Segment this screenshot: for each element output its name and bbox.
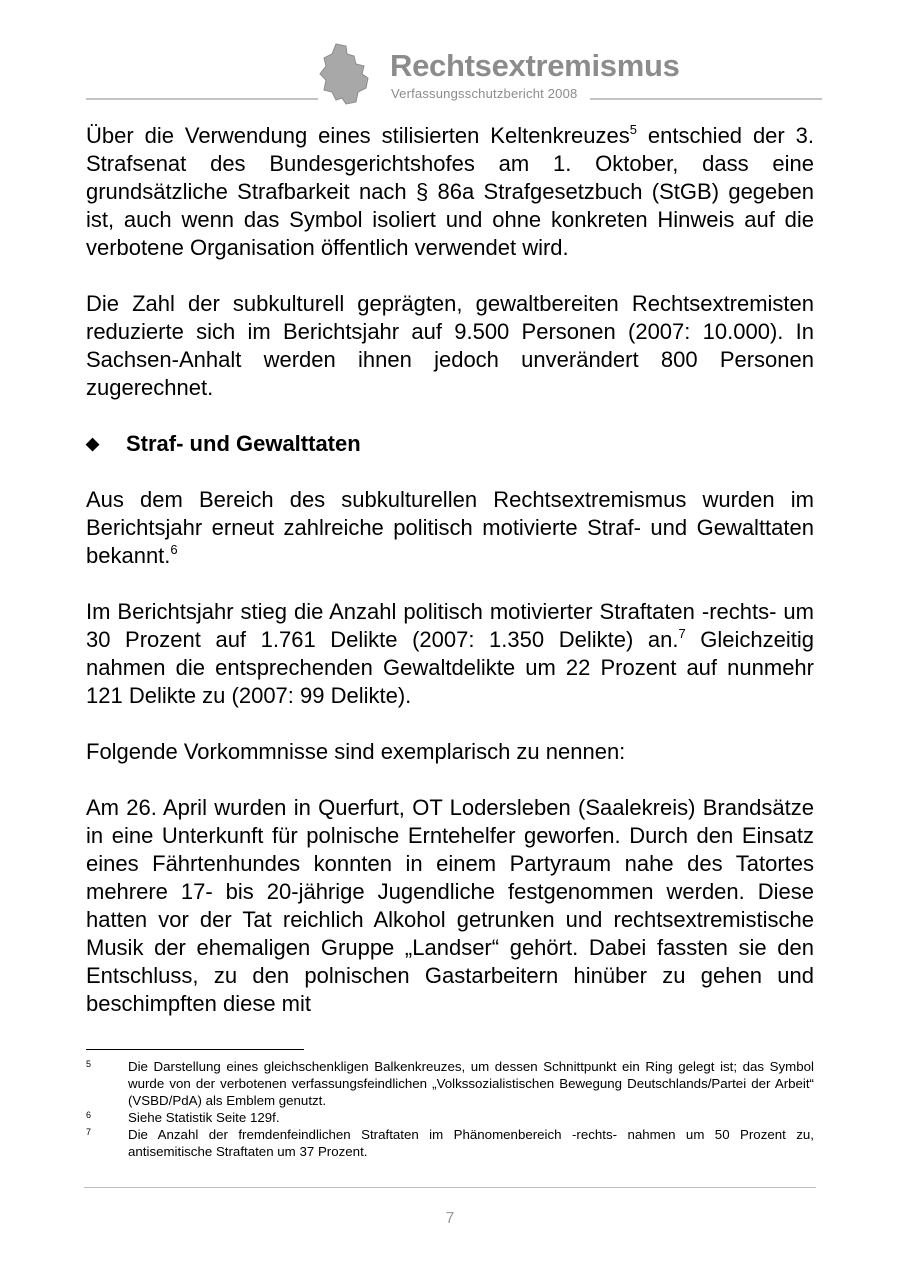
paragraph-keltenkreuz (86, 122, 814, 262)
footnote-text: Die Darstellung eines gleichschenkligen Balkenkreuzes, um dessen Schnittpunkt ein Ring gelegt ist; das Symbol wurde von der verbotenen verfassungsfeindlichen „Volkssozialistischen Bewegung Deutschlands/Partei der Arbeit“ (VSBD/PdA) als Emblem genutzt. (128, 1059, 814, 1108)
footnote-6 (86, 1109, 814, 1126)
footnote-text: Die Anzahl der fremdenfeindlichen Straftaten im Phänomenbereich -rechts- nahmen um 50 Prozent zu, antisemitische Straftaten um 37 Prozent. (128, 1127, 814, 1159)
paragraph-text: Gleichzeitig nahmen die entsprechenden Gewaltdelikte um 22 Prozent auf nunmehr 121 Delikte zu (2007: 99 Delikte). (86, 627, 814, 708)
footnote-7 (86, 1126, 814, 1160)
paragraph-text: entschied der 3. Strafsenat des Bundesgerichtshofes am 1. Oktober, dass eine grundsätzliche Strafbarkeit nach § 86a Strafgesetzbuch (StGB) gegeben ist, auch wenn das Symbol isoliert und ohne konkreten Hinweis auf die verbotene Organisation öffentlich verwendet wird. (86, 123, 814, 260)
paragraph-text: Im Berichtsjahr stieg die Anzahl politisch motivierter Straftaten -rechts- um 30 Prozent auf 1.761 Delikte (2007: 1.350 Delikte) an. (86, 599, 814, 652)
main-content (86, 122, 814, 1018)
footnote-number: 7 (86, 1127, 92, 1137)
footnote-ref-7[interactable]: 7 (678, 626, 686, 641)
footnote-5 (86, 1058, 814, 1109)
paragraph-text: Über die Verwendung eines stilisierten Keltenkreuzes (86, 123, 630, 148)
footnote-ref-5[interactable]: 5 (629, 122, 637, 137)
page-number: 7 (445, 1210, 455, 1227)
section-heading (86, 430, 814, 458)
header-rule-left (86, 98, 318, 100)
footnote-number: 6 (86, 1110, 92, 1120)
section-heading-text: Straf- und Gewalttaten (126, 431, 361, 456)
saxony-anhalt-map-icon (316, 42, 374, 106)
footnote-ref-6[interactable]: 6 (170, 542, 178, 557)
footnote-number: 5 (86, 1059, 92, 1069)
header-title: Rechtsextremismus (390, 48, 680, 83)
header-subtitle: Verfassungsschutzbericht 2008 (391, 86, 578, 101)
footer-rule (84, 1187, 816, 1188)
paragraph-vorkommnisse-intro: Folgende Vorkommnisse sind exemplarisch zu nennen: (86, 739, 626, 764)
paragraph-personenpotenzial: Die Zahl der subkulturell geprägten, gewaltbereiten Rechtsextremisten reduzierte sich im Berichtsjahr auf 9.500 Personen (2007: 10.000). In Sachsen-Anhalt werden ihnen jedoch unverändert 800 Personen zugerechnet. (86, 291, 814, 400)
paragraph-statistik (86, 598, 814, 710)
paragraph-straftaten-intro (86, 486, 814, 570)
paragraph-querfurt: Am 26. April wurden in Querfurt, OT Lodersleben (Saalekreis) Brandsätze in eine Unterkunft für polnische Erntehelfer geworfen. Durch den Einsatz eines Fährtenhundes konnten in einem Partyraum nahe des Tatortes mehrere 17- bis 20-jährige Jugendliche festgenommen werden. Diese hatten vor der Tat reichlich Alkohol getrunken und rechtsextremistische Musik der ehemaligen Gruppe „Landser“ gehört. Dabei fassten sie den Entschluss, zu den polnischen Gastarbeitern hinüber zu gehen und beschimpften diese mit (86, 795, 814, 1016)
footnote-separator (86, 1049, 304, 1050)
diamond-bullet-icon: ◆ (86, 434, 100, 453)
footnote-text: Siehe Statistik Seite 129f. (128, 1110, 280, 1125)
paragraph-text: Aus dem Bereich des subkulturellen Rechtsextremismus wurden im Berichtsjahr erneut zahlreiche politisch motivierte Straf- und Gewalttaten bekannt. (86, 487, 814, 568)
header-rule-right (590, 98, 822, 100)
footnotes (86, 1058, 814, 1160)
